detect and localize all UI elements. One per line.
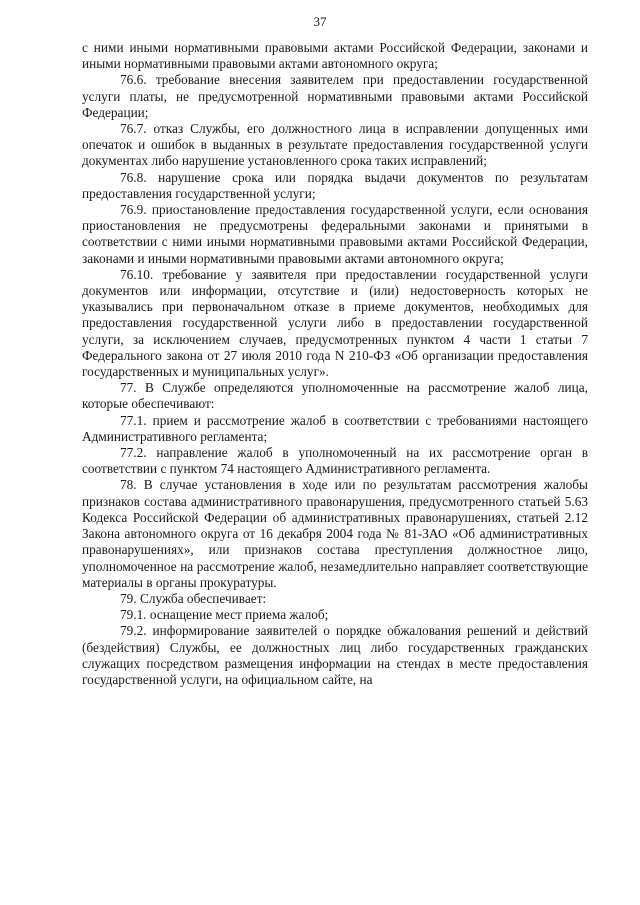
paragraph-76-10: 76.10. требование у заявителя при предоставлении государственной услуги документов или информации, отсутствие и (или) недостоверность которых не указывались при первоначальном отказе в приеме документов, необходимых для предоставления государственной услуги либо в предоставлении государственной услуги, за исключением случаев, предусмотренных пунктом 4 части 1 статьи 7 Федерального закона от 27 июля 2010 года N 210-ФЗ «Об организации предоставления государственных и муниципальных услуг». <box>82 266 588 380</box>
paragraph-79: 79. Служба обеспечивает: <box>120 590 267 606</box>
page-number: 37 <box>313 14 327 29</box>
paragraph-77-1: 77.1. прием и рассмотрение жалоб в соответствии с требованиями настоящего Административного регламента; <box>82 412 588 444</box>
paragraph-77-2: 77.2. направление жалоб в уполномоченный на их рассмотрение орган в соответствии с пунктом 74 настоящего Административного регламента. <box>82 445 588 477</box>
paragraph-76-6: 76.6. требование внесения заявителем при предоставлении государственной услуги платы, не предусмотренной нормативными правовыми актами Российской Федерации; <box>82 72 588 120</box>
paragraph-76-9: 76.9. приостановление предоставления государственной услуги, если основания приостановления не предусмотрены федеральными законами и принятыми в соответствии с ними иными нормативными правовыми актами Российской Федерации, законами и иными нормативными правовыми актами автономного округа; <box>82 202 588 266</box>
paragraph-78: 78. В случае установления в ходе или по результатам рассмотрения жалобы признаков состава административного правонарушения, предусмотренного статьей 5.63 Кодекса Российской Федерации об административных правонарушениях, статьей 2.12 Закона автономного округа от 16 декабря 2004 года № 81-ЗАО «Об административных правонарушениях», или признаков состава преступления должностное лицо, уполномоченное на рассмотрение жалоб, незамедлительно направляет соответствующие материалы в органы прокуратуры. <box>82 477 588 590</box>
paragraph-76-7: 76.7. отказ Службы, его должностного лица в исправлении допущенных ими опечаток и ошибок в выданных в результате предоставления государственной услуги документах либо нарушение установленного срока таких исправлений; <box>82 121 588 169</box>
paragraph-continuation: с ними иными нормативными правовыми актами Российской Федерации, законами и иными нормативными правовыми актами автономного округа; <box>82 40 588 72</box>
paragraph-76-8: 76.8. нарушение срока или порядка выдачи документов по результатам предоставления государственной услуги; <box>82 169 588 201</box>
paragraph-79-1: 79.1. оснащение мест приема жалоб; <box>120 607 329 623</box>
paragraph-77: 77. В Службе определяются уполномоченные на рассмотрение жалоб лица, которые обеспечивают: <box>82 380 588 412</box>
document-body <box>82 40 588 688</box>
paragraph-79-2: 79.2. информирование заявителей о порядке обжалования решений и действий (бездействия) Службы, ее должностных лиц либо государственных гражданских служащих посредством размещения информации на стендах в месте предоставления государственной услуги, на официальном сайте, на <box>82 623 588 687</box>
